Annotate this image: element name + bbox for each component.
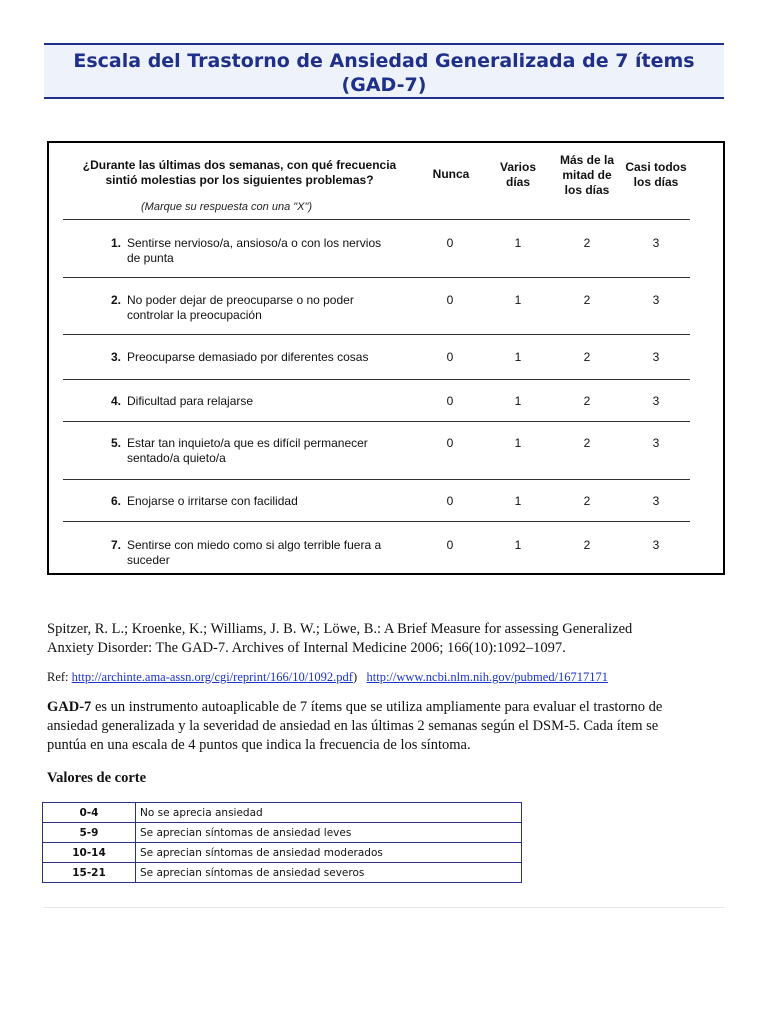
cutoff-description: Se aprecian síntomas de ansiedad moderados bbox=[136, 843, 522, 863]
table-row bbox=[43, 863, 522, 883]
description-line-3: puntúa en una escala de 4 puntos que indica la frecuencia de los síntoma. bbox=[47, 737, 471, 753]
cutoff-table bbox=[42, 802, 522, 883]
citation-line-2: Anxiety Disorder: The GAD-7. Archives of Internal Medicine 2006; 166(10):1092–1097. bbox=[47, 640, 566, 656]
col-header-line: los días bbox=[633, 175, 679, 189]
score-mas-de-la-mitad: 2 bbox=[583, 350, 591, 364]
row-divider bbox=[63, 421, 690, 422]
item-text-line: sentado/a quieto/a bbox=[127, 451, 226, 465]
item-text-line: controlar la preocupación bbox=[127, 308, 262, 322]
cutoff-description: Se aprecian síntomas de ansiedad leves bbox=[136, 823, 522, 843]
item-text bbox=[127, 350, 427, 365]
bottom-divider bbox=[44, 907, 724, 908]
cutoff-heading: Valores de corte bbox=[47, 770, 147, 786]
score-mas-de-la-mitad: 2 bbox=[583, 538, 591, 552]
score-nunca: 0 bbox=[446, 350, 454, 364]
score-varios-dias: 1 bbox=[514, 538, 522, 552]
col-header-line: Varios bbox=[499, 160, 537, 174]
item-number: 3. bbox=[110, 350, 121, 364]
row-divider bbox=[63, 219, 690, 220]
item-text bbox=[127, 293, 427, 323]
item-text-line: Preocuparse demasiado por diferentes cosas bbox=[127, 350, 369, 364]
item-text-line: suceder bbox=[127, 553, 170, 567]
cutoff-range: 5-9 bbox=[43, 823, 136, 843]
page-title: Escala del Trastorno de Ansiedad Generalizada de 7 ítems bbox=[73, 50, 695, 72]
item-number: 4. bbox=[110, 394, 121, 408]
score-casi-todos: 3 bbox=[652, 494, 660, 508]
item-number: 2. bbox=[110, 293, 121, 307]
score-casi-todos: 3 bbox=[652, 394, 660, 408]
item-text-line: Estar tan inquieto/a que es difícil permanecer bbox=[127, 436, 368, 450]
row-divider bbox=[63, 334, 690, 335]
title-banner bbox=[44, 43, 724, 99]
row-divider bbox=[63, 521, 690, 522]
score-casi-todos: 3 bbox=[652, 350, 660, 364]
score-casi-todos: 3 bbox=[652, 436, 660, 450]
item-text-line: Sentirse nervioso/a, ansioso/a o con los nervios bbox=[127, 236, 382, 250]
ref-link-pubmed[interactable]: http://www.ncbi.nlm.nih.gov/pubmed/16717171 bbox=[366, 670, 609, 684]
item-text bbox=[127, 538, 427, 568]
description-line-1 bbox=[47, 698, 737, 717]
citation bbox=[47, 620, 727, 658]
item-text bbox=[127, 394, 427, 409]
row-divider bbox=[63, 277, 690, 278]
score-varios-dias: 1 bbox=[514, 436, 522, 450]
col-header-varios-dias bbox=[479, 160, 557, 190]
score-casi-todos: 3 bbox=[652, 538, 660, 552]
score-nunca: 0 bbox=[446, 538, 454, 552]
citation-line-1: Spitzer, R. L.; Kroenke, K.; Williams, J. B. W.; Löwe, B.: A Brief Measure for assessing Generalized bbox=[47, 621, 633, 637]
item-number: 6. bbox=[110, 494, 121, 508]
gad7-questionnaire bbox=[47, 141, 725, 575]
col-header-line: los días bbox=[564, 183, 610, 197]
col-header-line: mitad de bbox=[562, 168, 612, 182]
page-subtitle: (GAD-7) bbox=[341, 74, 427, 96]
row-divider bbox=[63, 479, 690, 480]
col-header-casi-todos bbox=[617, 160, 695, 190]
reference-links bbox=[47, 670, 608, 685]
col-header-line: Más de la bbox=[559, 153, 615, 167]
item-text-line: Sentirse con miedo como si algo terrible fuera a bbox=[127, 538, 382, 552]
col-header-line: Nunca bbox=[432, 167, 470, 181]
score-nunca: 0 bbox=[446, 436, 454, 450]
item-text-line: de punta bbox=[127, 251, 174, 265]
description-line-2: ansiedad generalizada y la severidad de ansiedad en las últimas 2 semanas según el DSM-5. Cada ítem se bbox=[47, 718, 659, 734]
item-text bbox=[127, 236, 427, 266]
question-line-1: ¿Durante las últimas dos semanas, con qué frecuencia bbox=[82, 158, 397, 172]
question-line-2: sintió molestias por los siguientes problemas? bbox=[105, 173, 374, 187]
score-casi-todos: 3 bbox=[652, 293, 660, 307]
item-number: 5. bbox=[110, 436, 121, 450]
description-line-1-text: es un instrumento autoaplicable de 7 ítems que se utiliza ampliamente para evaluar el trastorno de bbox=[91, 699, 663, 715]
score-nunca: 0 bbox=[446, 394, 454, 408]
col-header-line: Casi todos bbox=[625, 160, 687, 174]
table-row bbox=[43, 843, 522, 863]
description-bold-term: GAD-7 bbox=[47, 699, 92, 715]
table-row bbox=[43, 823, 522, 843]
score-varios-dias: 1 bbox=[514, 293, 522, 307]
cutoff-range: 15-21 bbox=[43, 863, 136, 883]
item-text bbox=[127, 436, 427, 466]
score-mas-de-la-mitad: 2 bbox=[583, 436, 591, 450]
item-text-line: Enojarse o irritarse con facilidad bbox=[127, 494, 298, 508]
table-row bbox=[43, 803, 522, 823]
row-divider bbox=[63, 379, 690, 380]
cutoff-description: No se aprecia ansiedad bbox=[136, 803, 522, 823]
ref-link-archinte[interactable]: http://archinte.ama-assn.org/cgi/reprint/166/10/1092.pdf bbox=[71, 670, 353, 684]
col-header-line: días bbox=[505, 175, 530, 189]
score-mas-de-la-mitad: 2 bbox=[583, 236, 591, 250]
score-nunca: 0 bbox=[446, 293, 454, 307]
question-header bbox=[67, 158, 412, 188]
ref-separator: ) bbox=[352, 670, 358, 684]
score-casi-todos: 3 bbox=[652, 236, 660, 250]
cutoff-description: Se aprecian síntomas de ansiedad severos bbox=[136, 863, 522, 883]
description bbox=[47, 698, 737, 755]
cutoff-range: 0-4 bbox=[43, 803, 136, 823]
score-varios-dias: 1 bbox=[514, 236, 522, 250]
score-nunca: 0 bbox=[446, 494, 454, 508]
item-number: 7. bbox=[110, 538, 121, 552]
score-mas-de-la-mitad: 2 bbox=[583, 494, 591, 508]
score-nunca: 0 bbox=[446, 236, 454, 250]
score-mas-de-la-mitad: 2 bbox=[583, 293, 591, 307]
item-text-line: No poder dejar de preocuparse o no poder bbox=[127, 293, 354, 307]
score-varios-dias: 1 bbox=[514, 394, 522, 408]
ref-label: Ref: bbox=[47, 670, 69, 684]
item-number: 1. bbox=[110, 236, 121, 250]
cutoff-range: 10-14 bbox=[43, 843, 136, 863]
item-text bbox=[127, 494, 427, 509]
col-header-mas-de-la-mitad bbox=[548, 153, 626, 198]
score-mas-de-la-mitad: 2 bbox=[583, 394, 591, 408]
score-varios-dias: 1 bbox=[514, 494, 522, 508]
score-varios-dias: 1 bbox=[514, 350, 522, 364]
instruction-note: (Marque su respuesta con una "X") bbox=[141, 201, 313, 213]
item-text-line: Dificultad para relajarse bbox=[127, 394, 254, 408]
